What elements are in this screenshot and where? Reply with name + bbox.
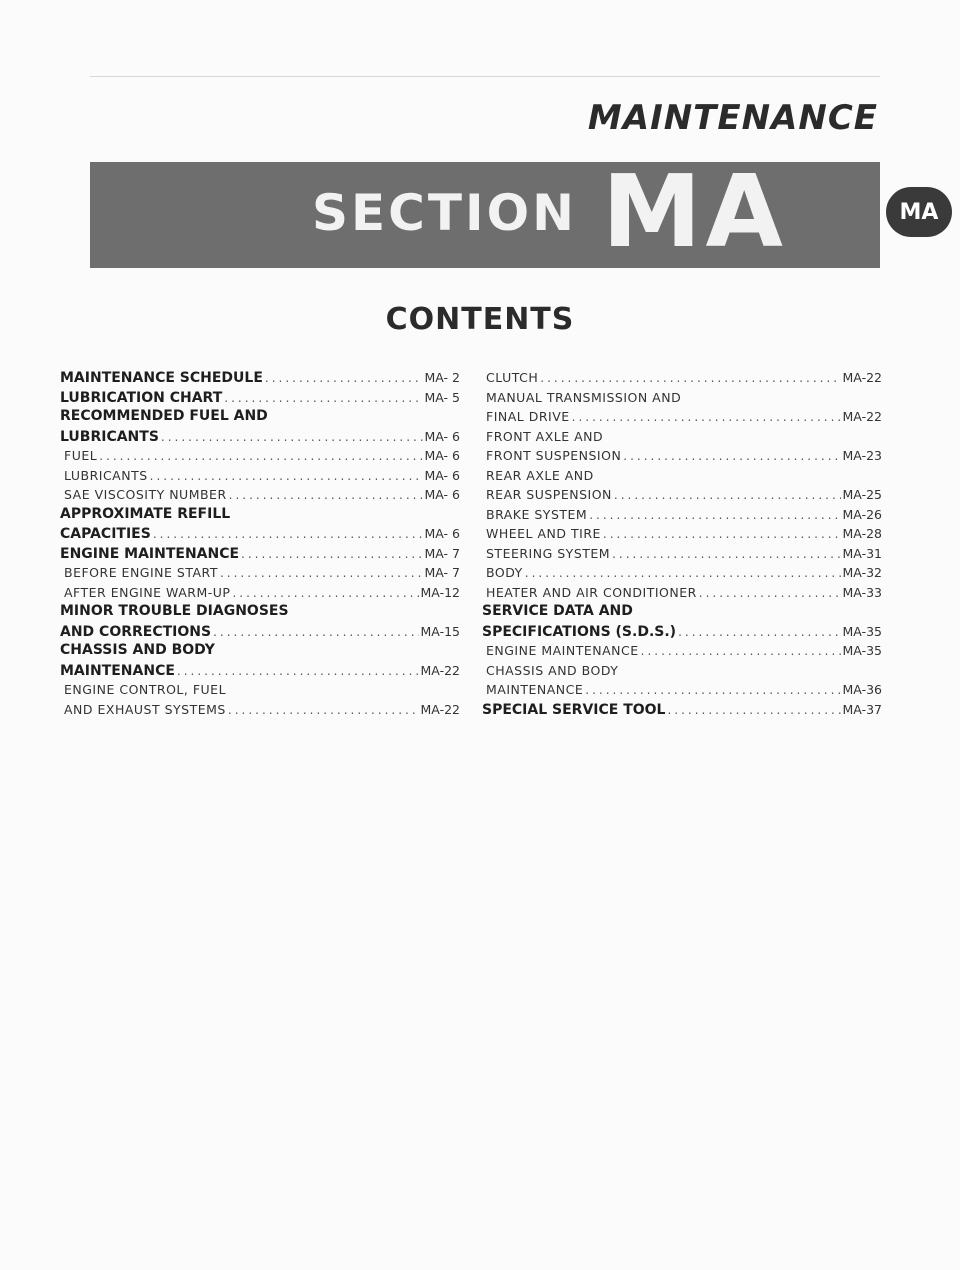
toc-entry[interactable]: [482, 388, 882, 408]
toc-entry-page: MA-33: [842, 584, 882, 600]
toc-leader-dots: [540, 369, 840, 388]
toc-entry[interactable]: [482, 505, 882, 525]
toc-entry-label: FINAL DRIVE: [486, 409, 570, 424]
toc-entry[interactable]: [60, 388, 460, 408]
toc-entry-label: BODY: [486, 565, 523, 580]
toc-leader-dots: [572, 408, 841, 427]
toc-entry-page: MA-22: [842, 409, 882, 424]
toc-entry-label: SPECIAL SERVICE TOOL: [482, 701, 666, 718]
toc-entry[interactable]: [482, 622, 882, 642]
toc-entry[interactable]: [482, 661, 882, 681]
toc-entry-label: LUBRICANTS: [64, 467, 148, 483]
toc-entry[interactable]: [482, 407, 882, 427]
toc-entry-page: MA-35: [842, 643, 882, 658]
toc-entry-page: MA-31: [842, 545, 882, 561]
toc-entry-label: REAR AXLE AND: [486, 467, 594, 483]
toc-leader-dots: [641, 642, 841, 661]
toc-entry[interactable]: [482, 680, 882, 700]
toc-entry-label: AND EXHAUST SYSTEMS: [64, 701, 226, 717]
toc-leader-dots: [177, 662, 419, 681]
toc-entry[interactable]: [60, 446, 460, 466]
toc-entry-label: ENGINE MAINTENANCE: [486, 643, 639, 658]
toc-entry-label: SAE VISCOSITY NUMBER: [64, 487, 227, 502]
toc-entry[interactable]: [60, 583, 460, 603]
toc-entry[interactable]: [60, 407, 460, 427]
toc-entry-page: MA-12: [420, 584, 460, 600]
toc-entry-label: SPECIFICATIONS (S.D.S.): [482, 623, 677, 640]
toc-entry-label: FRONT SUSPENSION: [486, 448, 622, 463]
toc-entry-page: MA-32: [842, 565, 882, 580]
banner-section-code: MA: [602, 153, 787, 270]
toc-entry-label: SERVICE DATA AND: [482, 603, 633, 619]
toc-entry[interactable]: [482, 427, 882, 447]
toc-leader-dots: [228, 701, 419, 720]
toc-entry-page: MA-28: [842, 526, 882, 541]
toc-entry[interactable]: [482, 544, 882, 564]
toc-entry-page: MA-22: [842, 370, 882, 385]
toc-leader-dots: [153, 525, 423, 544]
toc-entry-label: MINOR TROUBLE DIAGNOSES: [60, 603, 289, 619]
toc-entry[interactable]: [60, 427, 460, 447]
section-banner: [90, 153, 880, 270]
toc-leader-dots: [99, 447, 422, 466]
toc-leader-dots: [220, 564, 423, 583]
toc-entry[interactable]: [482, 602, 882, 622]
toc-entry-label: HEATER AND AIR CONDITIONER: [486, 584, 697, 600]
toc-entry-label: APPROXIMATE REFILL: [60, 505, 231, 522]
toc-entry-page: MA- 5: [424, 389, 460, 405]
toc-entry[interactable]: [482, 583, 882, 603]
toc-leader-dots: [241, 545, 422, 564]
toc-leader-dots: [525, 564, 841, 583]
toc-entry-page: MA-25: [842, 487, 882, 502]
toc-entry-label: MAINTENANCE SCHEDULE: [60, 370, 263, 386]
toc-entry-page: MA- 7: [424, 565, 460, 580]
toc-entry-label: ENGINE CONTROL, FUEL: [64, 682, 227, 697]
toc-entry-label: LUBRICANTS: [60, 428, 159, 445]
toc-entry[interactable]: [60, 641, 460, 661]
toc-entry-label: MANUAL TRANSMISSION AND: [486, 389, 682, 405]
toc-entry[interactable]: [60, 505, 460, 525]
toc-entry-page: MA-37: [842, 701, 882, 717]
toc-entry[interactable]: [482, 446, 882, 466]
toc-entry[interactable]: [482, 641, 882, 661]
toc-entry[interactable]: [60, 524, 460, 544]
toc-entry-page: MA- 2: [424, 370, 460, 385]
page-title: MAINTENANCE: [587, 98, 878, 138]
toc-leader-dots: [224, 389, 422, 408]
toc-entry[interactable]: [482, 524, 882, 544]
toc-entry-page: MA- 6: [424, 428, 460, 444]
toc-entry[interactable]: [482, 466, 882, 486]
toc-entry-page: MA-22: [420, 701, 460, 717]
toc-entry-label: FRONT AXLE AND: [486, 428, 604, 444]
toc-entry-label: CHASSIS AND BODY: [60, 642, 215, 658]
toc-entry-label: CHASSIS AND BODY: [486, 662, 619, 678]
toc-entry[interactable]: [482, 485, 882, 505]
toc-entry-page: MA- 6: [424, 526, 460, 541]
toc-entry-label: ENGINE MAINTENANCE: [60, 545, 240, 562]
toc-entry-page: MA-26: [842, 506, 882, 522]
toc-entry-label: LUBRICATION CHART: [60, 389, 223, 406]
toc-entry[interactable]: [60, 680, 460, 700]
toc-leader-dots: [614, 486, 841, 505]
toc-entry[interactable]: [60, 544, 460, 564]
toc-entry-label: BRAKE SYSTEM: [486, 506, 588, 522]
toc-entry-page: MA- 6: [424, 467, 460, 483]
toc-leader-dots: [678, 623, 840, 642]
toc-leader-dots: [623, 447, 840, 466]
banner-section-word: SECTION: [312, 184, 577, 242]
toc-entry[interactable]: [60, 602, 460, 622]
toc-entry-page: MA-35: [842, 623, 882, 639]
header-rule: [90, 76, 880, 77]
section-tab: MA: [886, 187, 952, 237]
toc-leader-dots: [612, 545, 840, 564]
toc-entry-label: REAR SUSPENSION: [486, 487, 612, 502]
toc-leader-dots: [161, 428, 423, 447]
toc-entry-label: AFTER ENGINE WARM-UP: [64, 584, 231, 600]
toc-entry-label: BEFORE ENGINE START: [64, 565, 218, 580]
toc-left-column: [60, 368, 460, 719]
toc-entry-label: WHEEL AND TIRE: [486, 526, 601, 541]
toc-entry[interactable]: [60, 661, 460, 681]
toc-entry-page: MA- 7: [424, 545, 460, 561]
toc-leader-dots: [699, 584, 841, 603]
toc-entry[interactable]: [60, 485, 460, 505]
toc-entry-label: AND CORRECTIONS: [60, 623, 212, 640]
toc-entry[interactable]: [482, 700, 882, 720]
contents-heading: CONTENTS: [385, 302, 575, 337]
toc-entry-label: CAPACITIES: [60, 526, 151, 542]
toc-leader-dots: [585, 681, 840, 700]
toc-leader-dots: [603, 525, 841, 544]
toc-leader-dots: [229, 486, 423, 505]
toc-entry-page: MA- 6: [424, 448, 460, 463]
toc-entry-label: STEERING SYSTEM: [486, 545, 611, 561]
toc-entry-page: MA-15: [420, 623, 460, 639]
toc-entry[interactable]: [482, 563, 882, 583]
toc-leader-dots: [589, 506, 840, 525]
toc-entry-label: RECOMMENDED FUEL AND: [60, 408, 268, 424]
toc-entry[interactable]: [60, 466, 460, 486]
toc-leader-dots: [150, 467, 423, 486]
toc-entry[interactable]: [60, 368, 460, 388]
toc-entry-page: MA-36: [842, 682, 882, 697]
toc-entry[interactable]: [60, 563, 460, 583]
toc-entry-page: MA- 6: [424, 487, 460, 502]
toc-entry-label: MAINTENANCE: [486, 682, 584, 697]
toc-entry-page: MA-23: [842, 448, 882, 463]
toc-entry[interactable]: [482, 368, 882, 388]
toc-entry[interactable]: [60, 700, 460, 720]
toc-entry-page: MA-22: [420, 662, 460, 678]
toc-leader-dots: [232, 584, 418, 603]
toc-leader-dots: [213, 623, 418, 642]
toc-entry-label: MAINTENANCE: [60, 662, 175, 679]
toc-entry-label: FUEL: [64, 448, 98, 463]
toc-entry-label: CLUTCH: [486, 370, 539, 385]
toc-right-column: [482, 368, 882, 719]
toc-leader-dots: [265, 369, 423, 388]
toc-entry[interactable]: [60, 622, 460, 642]
toc-leader-dots: [667, 701, 840, 720]
